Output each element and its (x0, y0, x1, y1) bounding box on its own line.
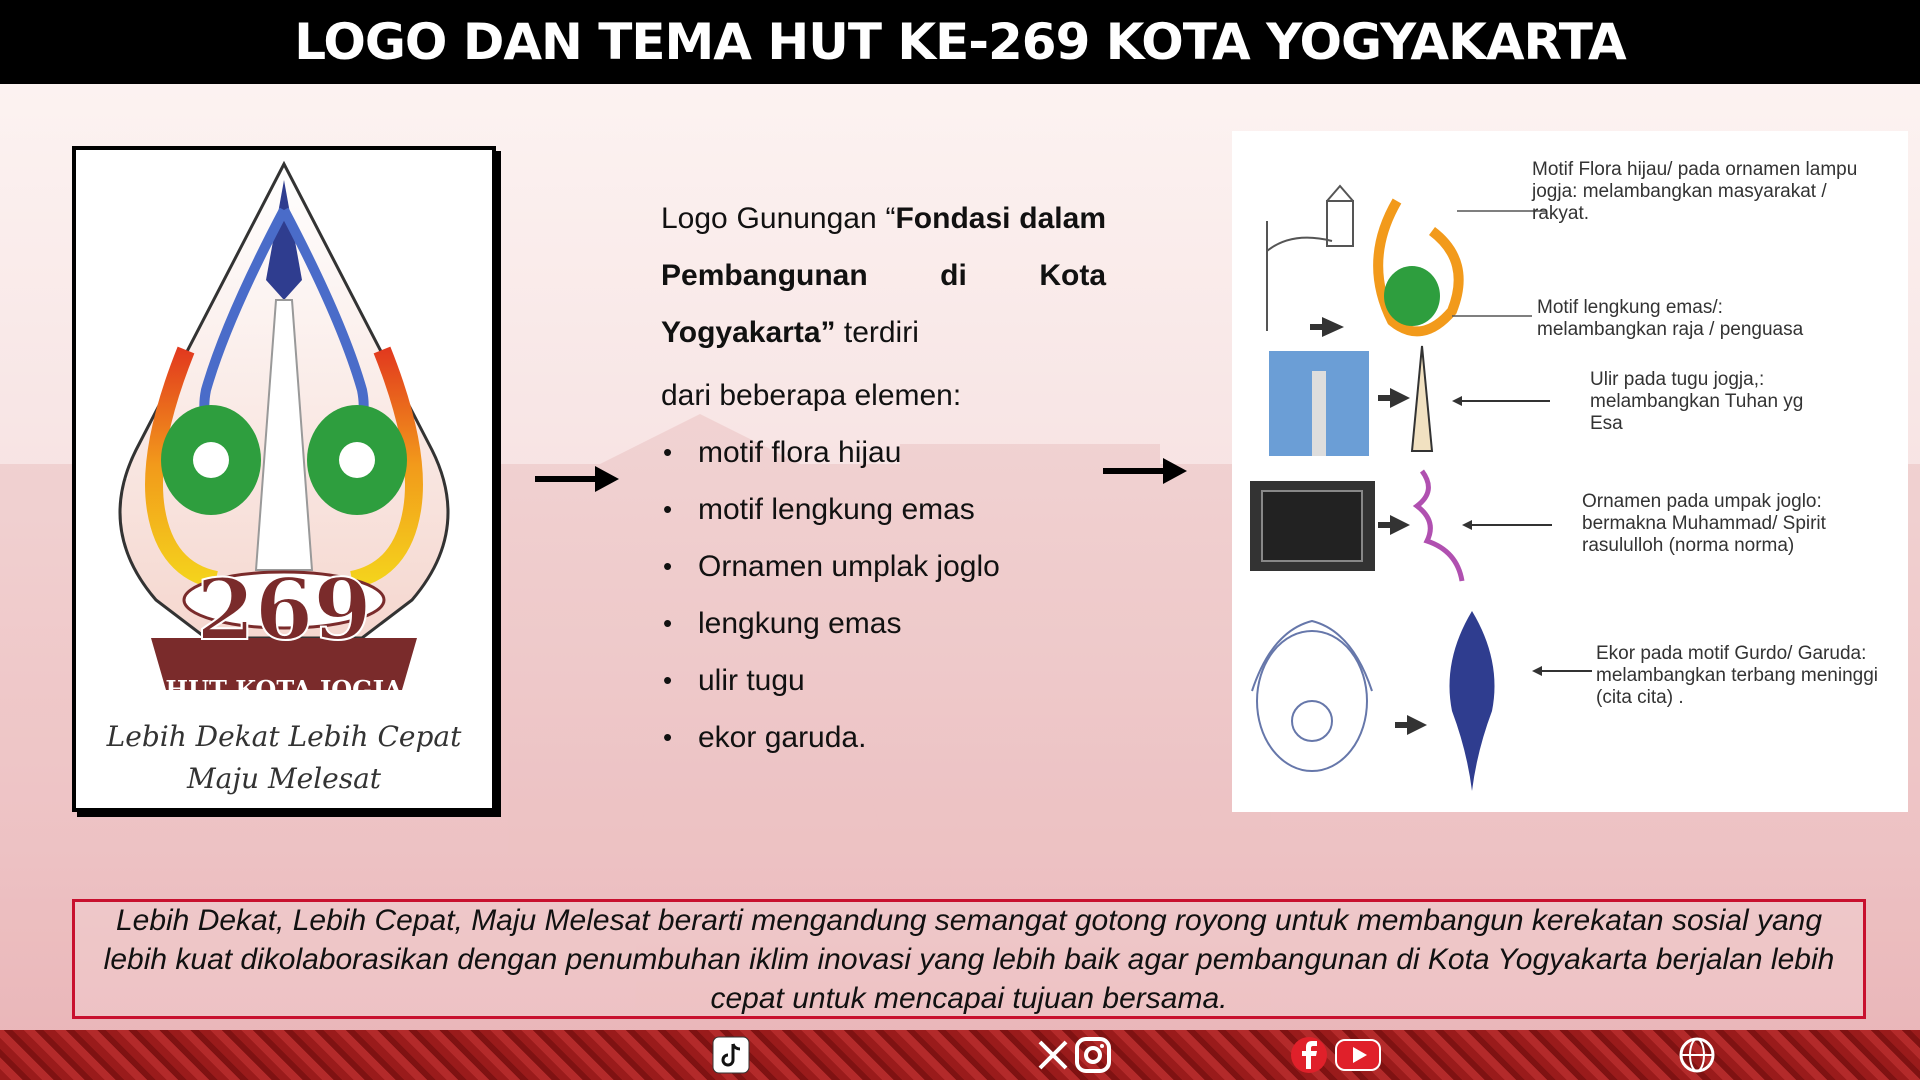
globe-icon[interactable] (1678, 1036, 1716, 1074)
description-intro (661, 190, 1106, 304)
logo-description (661, 190, 1106, 766)
intro-bold-1: Fondasi dalam Pembangunan di Kota (661, 202, 1107, 292)
description-subtitle: dari beberapa elemen: (661, 379, 962, 412)
facebook-icon[interactable] (1290, 1036, 1328, 1074)
list-item: • ekor garuda. (661, 709, 1106, 766)
logo-frame (72, 146, 496, 812)
note-ekor: Ekor pada motif Gurdo/ Garuda: melambangkan terbang meninggi (cita cita) . (1596, 643, 1879, 708)
instagram-icon[interactable] (1074, 1036, 1112, 1074)
lamp-icon (1267, 186, 1353, 331)
x-icon[interactable] (1034, 1036, 1072, 1074)
page-title: LOGO DAN TEMA HUT KE-269 KOTA YOGYAKARTA (294, 13, 1626, 71)
element-meaning-panel (1232, 131, 1908, 812)
tiktok-icon[interactable] (712, 1036, 750, 1074)
intro-tail: terdiri (835, 316, 919, 349)
youtube-icon[interactable] (1334, 1036, 1382, 1074)
list-item: • motif flora hijau (661, 424, 1106, 481)
list-item: • lengkung emas (661, 595, 1106, 652)
description-intro-end (661, 304, 1106, 361)
list-item: • ulir tugu (661, 652, 1106, 709)
arrow-right-icon (1103, 458, 1187, 484)
list-item: • motif lengkung emas (661, 481, 1106, 538)
title-bar (0, 0, 1920, 84)
logo-banner: HUT KOTA JOGJA (165, 675, 403, 704)
caption-text: Lebih Dekat, Lebih Cepat, Maju Melesat berarti mengandung semangat gotong royong untuk membangun kerekatan sosial yang lebih kuat dikolaborasikan dengan penumbuhan iklim inovasi yang lebih baik agar pembangunan di Kota Yogyakarta berjalan lebih cepat untuk mencapai tujuan bersama. (103, 903, 1835, 1015)
note-umpak: Ornamen pada umpak joglo: bermakna Muhammad/ Spirit rasululloh (norma norma) (1582, 491, 1826, 556)
caption-box (72, 899, 1866, 1019)
logo-number: 269 (196, 560, 372, 659)
logo-tagline-line2: Maju Melesat (186, 762, 382, 795)
element-illustrations (1232, 131, 1908, 812)
intro-plain: Logo Gunungan “ (661, 202, 896, 235)
note-flora: Motif Flora hijau/ pada ornamen lampu jogja: melambangkan masyarakat / rakyat. (1532, 159, 1858, 224)
list-item: • Ornamen umplak joglo (661, 538, 1106, 595)
note-lengkung: Motif lengkung emas/: melambangkan raja / penguasa (1537, 297, 1804, 340)
footer-bar (0, 1030, 1920, 1080)
element-list (661, 424, 1106, 766)
arrow-right-icon (535, 466, 619, 492)
logo-tagline-line1: Lebih Dekat Lebih Cepat (106, 720, 462, 753)
note-ulir: Ulir pada tugu jogja,: melambangkan Tuhan yg Esa (1590, 369, 1804, 434)
intro-bold-2: Yogyakarta” (661, 316, 836, 349)
